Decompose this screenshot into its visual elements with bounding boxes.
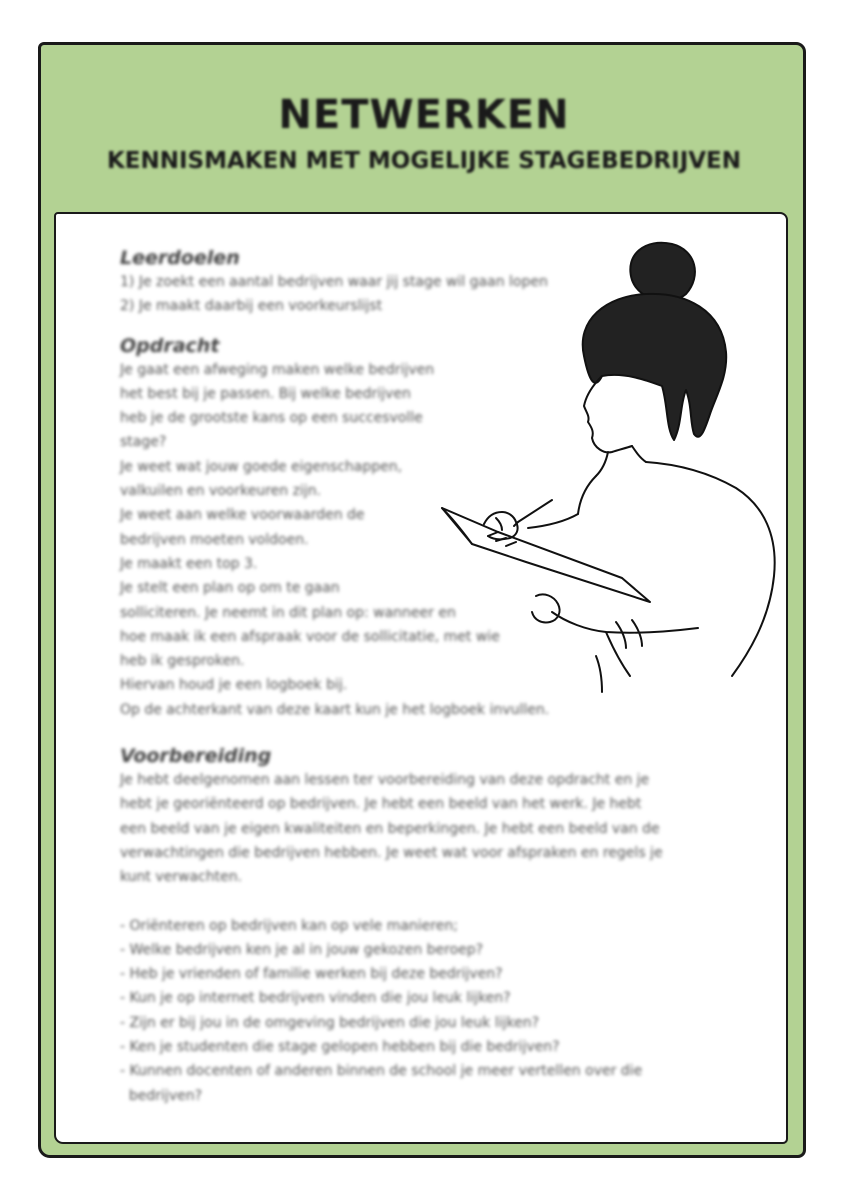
voorbereiding-line: Je hebt deelgenomen aan lessen ter voorbereiding van deze opdracht en je — [120, 772, 650, 789]
leerdoelen-line: 2) Je maakt daarbij een voorkeurslijst — [120, 298, 383, 315]
opdracht-line: Je weet wat jouw goede eigenschappen, — [120, 458, 403, 475]
voorbereiding-line: verwachtingen die bedrijven hebben. Je weet wat voor afspraken en regels je — [120, 844, 663, 861]
opdracht-line: heb ik gesproken. — [120, 653, 245, 670]
voorbereiding-bullet: - Kunnen docenten of anderen binnen de school je meer vertellen over die — [120, 1063, 643, 1080]
opdracht-line: Je weet aan welke voorwaarden de — [120, 507, 365, 524]
opdracht-heading: Opdracht — [120, 334, 220, 357]
opdracht-line: Je gaat een afweging maken welke bedrijven — [120, 361, 435, 378]
opdracht-line: Hiervan houd je een logboek bij. — [120, 677, 348, 694]
leerdoelen-heading: Leerdoelen — [120, 247, 240, 269]
opdracht-line: hoe maak ik een afspraak voor de sollicitatie, met wie — [120, 628, 500, 645]
voorbereiding-bullet: - Oriënteren op bedrijven kan op vele manieren; — [120, 917, 458, 934]
voorbereiding-bullet: bedrijven? — [120, 1087, 203, 1104]
opdracht-line: Je maakt een top 3. — [120, 555, 258, 572]
voorbereiding-bullet: - Welke bedrijven ken je al in jouw gekozen beroep? — [120, 941, 484, 958]
leerdoelen-line: 1) Je zoekt een aantal bedrijven waar jij stage wil gaan lopen — [120, 274, 548, 290]
voorbereiding-line: een beeld van je eigen kwaliteiten en beperkingen. Je hebt een beeld van de — [120, 820, 660, 837]
voorbereiding-bullet: - Heb je vrienden of familie werken bij deze bedrijven? — [120, 966, 503, 983]
voorbereiding-line: hebt je georiënteerd op bedrijven. Je hebt een beeld van het werk. Je hebt — [120, 796, 642, 813]
opdracht-line: stage? — [120, 434, 167, 451]
page-title: NETWERKEN — [278, 92, 570, 138]
voorbereiding-bullet: - Ken je studenten die stage gelopen hebben bij die bedrijven? — [120, 1039, 560, 1056]
voorbereiding-heading: Voorbereiding — [120, 745, 272, 768]
voorbereiding-bullet: - Zijn er bij jou in de omgeving bedrijven die jou leuk lijken? — [120, 1014, 540, 1031]
card-content — [120, 246, 740, 1108]
page-subtitle: KENNISMAKEN MET MOGELIJKE STAGEBEDRIJVEN — [106, 148, 742, 174]
opdracht-line: solliciteren. Je neemt in dit plan op: wanneer en — [120, 604, 456, 621]
opdracht-line: heb je de grootste kans op een succesvolle — [120, 410, 423, 427]
voorbereiding-bullet: - Kun je op internet bedrijven vinden die jou leuk lijken? — [120, 990, 511, 1007]
voorbereiding-line: kunt verwachten. — [120, 869, 243, 886]
opdracht-line: het best bij je passen. Bij welke bedrijven — [120, 385, 411, 402]
opdracht-line: valkuilen en voorkeuren zijn. — [120, 483, 322, 500]
opdracht-line: Je stelt een plan op om te gaan — [120, 580, 340, 597]
opdracht-line: Op de achterkant van deze kaart kun je het logboek invullen. — [120, 701, 550, 718]
opdracht-line: bedrijven moeten voldoen. — [120, 531, 309, 548]
